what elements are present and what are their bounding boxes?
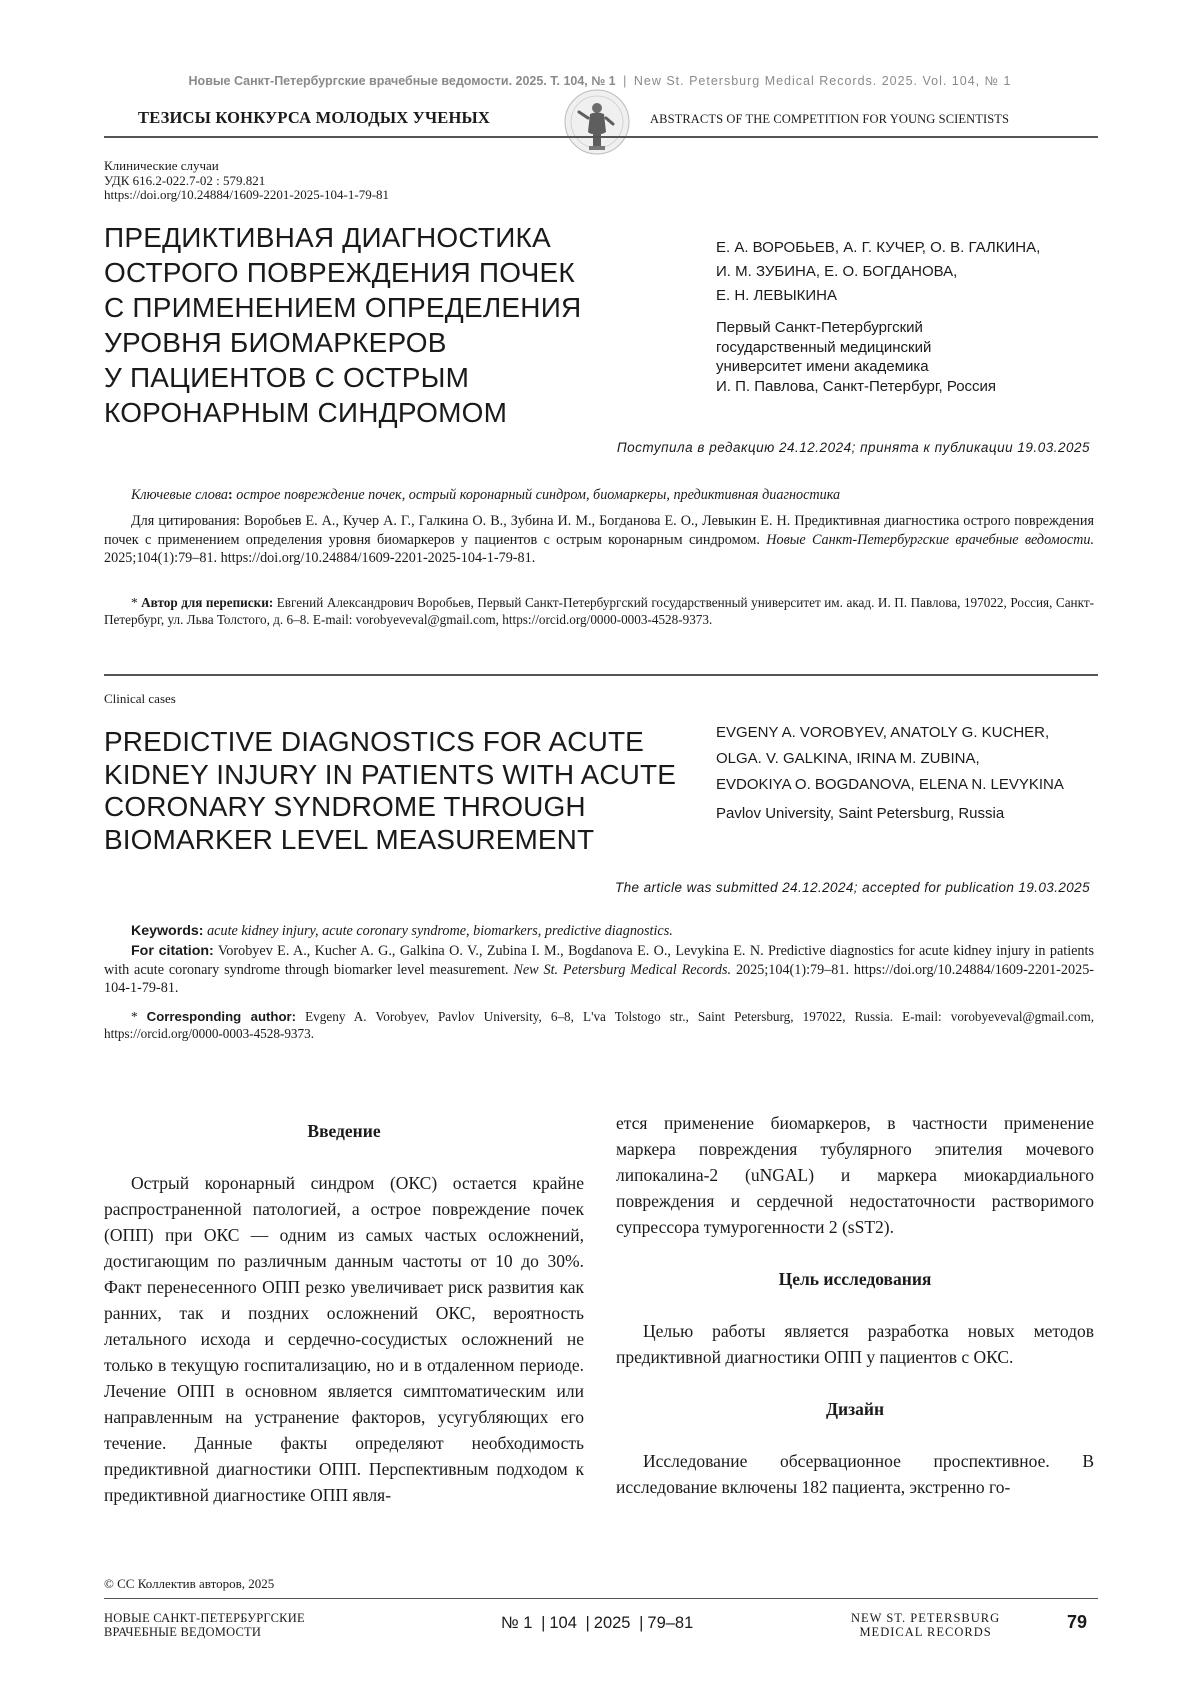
en-title-line: BIOMARKER LEVEL MEASUREMENT	[104, 824, 676, 857]
en-authors	[716, 720, 1064, 798]
footer-journal-ru-line: ВРАЧЕБНЫЕ ВЕДОМОСТИ	[104, 1625, 305, 1639]
section-title-ru: ТЕЗИСЫ КОНКУРСА МОЛОДЫХ УЧЕНЫХ	[138, 108, 490, 128]
en-corresponding-author: * Corresponding author: Evgeny A. Vorobyev, Pavlov University, 6–8, L'va Tolstogo str., Saint Petersburg, 197022, Russia. E-mail: vorobyeveval@gmail.com, https://orcid.org/0000-0003-4528-9373.	[104, 1008, 1094, 1042]
ru-corr-label: Автор для переписки:	[141, 595, 273, 610]
ru-citation-text: Воробьев Е. А., Кучер А. Г., Галкина О. В., Зубина И. М., Богданова Е. О., Левыкин Е. Н. Предиктивная диагностика острого повреждения почек с применением определения уровня биомаркеров у пациентов с острым коронарным синдромом.	[104, 513, 1094, 548]
ru-author-line: Е. А. ВОРОБЬЕВ, А. Г. КУЧЕР, О. В. ГАЛКИНА,	[716, 236, 1040, 260]
en-keywords-text: acute kidney injury, acute coronary syndrome, biomarkers, predictive diagnostics.	[207, 923, 673, 939]
statue-emblem-icon	[563, 88, 631, 156]
en-citation	[104, 942, 1094, 998]
ru-citation-doi[interactable]: 2025;104(1):79–81. https://doi.org/10.24884/1609-2201-2025-104-1-79-81.	[104, 550, 535, 566]
en-affiliation: Pavlov University, Saint Petersburg, Russia	[716, 805, 1004, 822]
en-category: Clinical cases	[104, 691, 176, 707]
footer-divider	[104, 1598, 1098, 1599]
ru-authors	[716, 236, 1040, 308]
footer-journal-ru	[104, 1611, 305, 1639]
ru-title	[104, 220, 581, 430]
ru-author-line: И. М. ЗУБИНА, Е. О. БОГДАНОВА,	[716, 260, 1040, 284]
en-author-line: EVDOKIYA O. BOGDANOVA, ELENA N. LEVYKINA	[716, 772, 1064, 798]
en-citation-text: Vorobyev E. A., Kucher A. G., Galkina O. V., Zubina I. M., Bogdanova E. O., Levykina E. N. Predictive diagnostics for acute kidney injury in patients with acute coronary syndrome through biomarker level measurement.	[104, 943, 1094, 978]
en-keywords	[131, 922, 1094, 941]
en-title	[104, 726, 676, 856]
footer-issue-info: № 1 | 104 | 2025 | 79–81	[501, 1614, 693, 1633]
footer-issue: № 1	[501, 1614, 532, 1632]
body-column-right	[616, 1110, 1094, 1500]
en-author-line: OLGA. V. GALKINA, IRINA M. ZUBINA,	[716, 746, 1064, 772]
ru-title-line: ПРЕДИКТИВНАЯ ДИАГНОСТИКА	[104, 220, 581, 255]
intro-heading: Введение	[104, 1118, 584, 1144]
ru-affiliation-line: университет имени академика	[716, 357, 996, 377]
en-citation-journal: New St. Petersburg Medical Records.	[513, 962, 731, 978]
design-paragraph: Исследование обсервационное проспективное. В исследование включены 182 пациента, экстренно го-	[616, 1448, 1094, 1500]
footer-journal-en-line: MEDICAL RECORDS	[851, 1625, 1000, 1639]
en-title-line: CORONARY SYNDROME THROUGH	[104, 791, 676, 824]
footer-year: 2025	[594, 1614, 631, 1632]
ru-affiliation-line: И. П. Павлова, Санкт-Петербург, Россия	[716, 377, 996, 397]
section-title-en: ABSTRACTS OF THE COMPETITION FOR YOUNG SCIENTISTS	[650, 112, 1009, 127]
footer-volume: 104	[549, 1614, 577, 1632]
ru-citation	[104, 512, 1094, 568]
en-citation-doi[interactable]: 2025;104(1):79–81. https://doi.org/10.24884/1609-2201-2025-104-1-79-81.	[104, 962, 1094, 997]
ru-citation-journal: Новые Санкт-Петербургские врачебные ведомости.	[766, 532, 1094, 548]
section-divider	[104, 674, 1098, 676]
en-author-line: EVGENY A. VOROBYEV, ANATOLY G. KUCHER,	[716, 720, 1064, 746]
doi-link[interactable]: https://doi.org/10.24884/1609-2201-2025-104-1-79-81	[104, 188, 389, 203]
running-header-ru: Новые Санкт-Петербургские врачебные ведомости. 2025. Т. 104, № 1	[189, 74, 616, 88]
header-divider	[104, 136, 1098, 138]
ru-affiliation	[716, 318, 996, 396]
en-title-line: PREDICTIVE DIAGNOSTICS FOR ACUTE	[104, 726, 676, 759]
ru-affiliation-line: Первый Санкт-Петербургский	[716, 318, 996, 338]
ru-citation-label: Для цитирования:	[131, 513, 240, 529]
footer-journal-ru-line: НОВЫЕ САНКТ-ПЕТЕРБУРГСКИЕ	[104, 1611, 305, 1625]
ru-keywords-label: Ключевые слова	[131, 487, 228, 503]
running-header	[0, 74, 1200, 88]
ru-title-line: У ПАЦИЕНТОВ С ОСТРЫМ	[104, 360, 581, 395]
ru-title-line: УРОВНЯ БИОМАРКЕРОВ	[104, 325, 581, 360]
ru-keywords-text: острое повреждение почек, острый коронарный синдром, биомаркеры, предиктивная диагностика	[236, 487, 840, 503]
ru-corresponding-author: * Автор для переписки: Евгений Александрович Воробьев, Первый Санкт-Петербургский государственный университет им. акад. И. П. Павлова, 197022, Россия, Санкт-Петербург, ул. Льва Толстого, д. 6–8. E-mail: vorobyeveval@gmail.com, https://orcid.org/0000-0003-4528-9373.	[104, 594, 1094, 628]
ru-affiliation-line: государственный медицинский	[716, 338, 996, 358]
udk-code: УДК 616.2-022.7-02 : 579.821	[104, 174, 389, 189]
article-category: Клинические случаи	[104, 159, 389, 174]
footer-pages: 79–81	[647, 1614, 693, 1632]
aim-paragraph: Целью работы является разработка новых методов предиктивной диагностики ОПП у пациентов с ОКС.	[616, 1318, 1094, 1370]
aim-heading: Цель исследования	[616, 1266, 1094, 1292]
ru-received-date: Поступила в редакцию 24.12.2024; принята к публикации 19.03.2025	[617, 440, 1090, 455]
page-number: 79	[1067, 1612, 1087, 1633]
ru-keywords: Ключевые слова: острое повреждение почек, острый коронарный синдром, биомаркеры, предиктивная диагностика	[131, 486, 1094, 505]
en-corr-text: Evgeny A. Vorobyev, Pavlov University, 6–8, L'va Tolstogo str., Saint Petersburg, 197022, Russia. E-mail: vorobyeveval@gmail.com, https://orcid.org/0000-0003-4528-9373.	[104, 1009, 1094, 1041]
ru-corr-text: Евгений Александрович Воробьев, Первый Санкт-Петербургский государственный университет им. акад. И. П. Павлова, 197022, Россия, Санкт-Петербург, ул. Льва Толстого, д. 6–8. E-mail: vorobyeveval@gmail.com, https://orcid.org/0000-0003-4528-9373.	[104, 595, 1094, 627]
en-citation-label: For citation:	[131, 943, 214, 959]
intro-paragraph: Острый коронарный синдром (ОКС) остается крайне распространенной патологией, а острое повреждение почек (ОПП) при ОКС — одним из самых частых осложнений, достигающим по различным данным частоты от 10 до 30%. Факт перенесенного ОПП резко увеличивает риск развития как ранних, так и поздних осложнений ОКС, вероятность летального исхода и сердечно-сосудистых осложнений не только в текущую госпитализацию, но и в отдаленном периоде. Лечение ОПП в основном является симптоматическим или направленным на устранение факторов, усугубляющих его течение. Данные факты определяют необходимость предиктивной диагностики ОПП. Перспективным подходом к предиктивной диагностике ОПП явля-	[104, 1170, 584, 1508]
ru-title-line: ОСТРОГО ПОВРЕЖДЕНИЯ ПОЧЕК	[104, 255, 581, 290]
footer-journal-en-line: NEW ST. PETERSBURG	[851, 1611, 1000, 1625]
running-header-separator: |	[623, 74, 626, 88]
ru-title-line: КОРОНАРНЫМ СИНДРОМОМ	[104, 395, 581, 430]
ru-author-line: Е. Н. ЛЕВЫКИНА	[716, 284, 1040, 308]
copyright: © СС Коллектив авторов, 2025	[104, 1576, 274, 1592]
article-meta	[104, 159, 389, 203]
footer-journal-en	[851, 1611, 1000, 1639]
en-title-line: KIDNEY INJURY IN PATIENTS WITH ACUTE	[104, 759, 676, 792]
en-received-date: The article was submitted 24.12.2024; accepted for publication 19.03.2025	[615, 880, 1090, 895]
body-column-left	[104, 1118, 584, 1508]
ru-title-line: С ПРИМЕНЕНИЕМ ОПРЕДЕЛЕНИЯ	[104, 290, 581, 325]
intro-paragraph-continued: ется применение биомаркеров, в частности применение маркера повреждения тубулярного эпителия мочевого липокалина-2 (uNGAL) и маркера миокардиального повреждения и сердечной недостаточности растворимого супрессора тумурогенности 2 (sST2).	[616, 1110, 1094, 1240]
en-keywords-label: Keywords:	[131, 923, 204, 939]
design-heading: Дизайн	[616, 1396, 1094, 1422]
en-corr-label: Corresponding author:	[147, 1009, 296, 1024]
running-header-en: New St. Petersburg Medical Records. 2025. Vol. 104, № 1	[634, 74, 1012, 88]
